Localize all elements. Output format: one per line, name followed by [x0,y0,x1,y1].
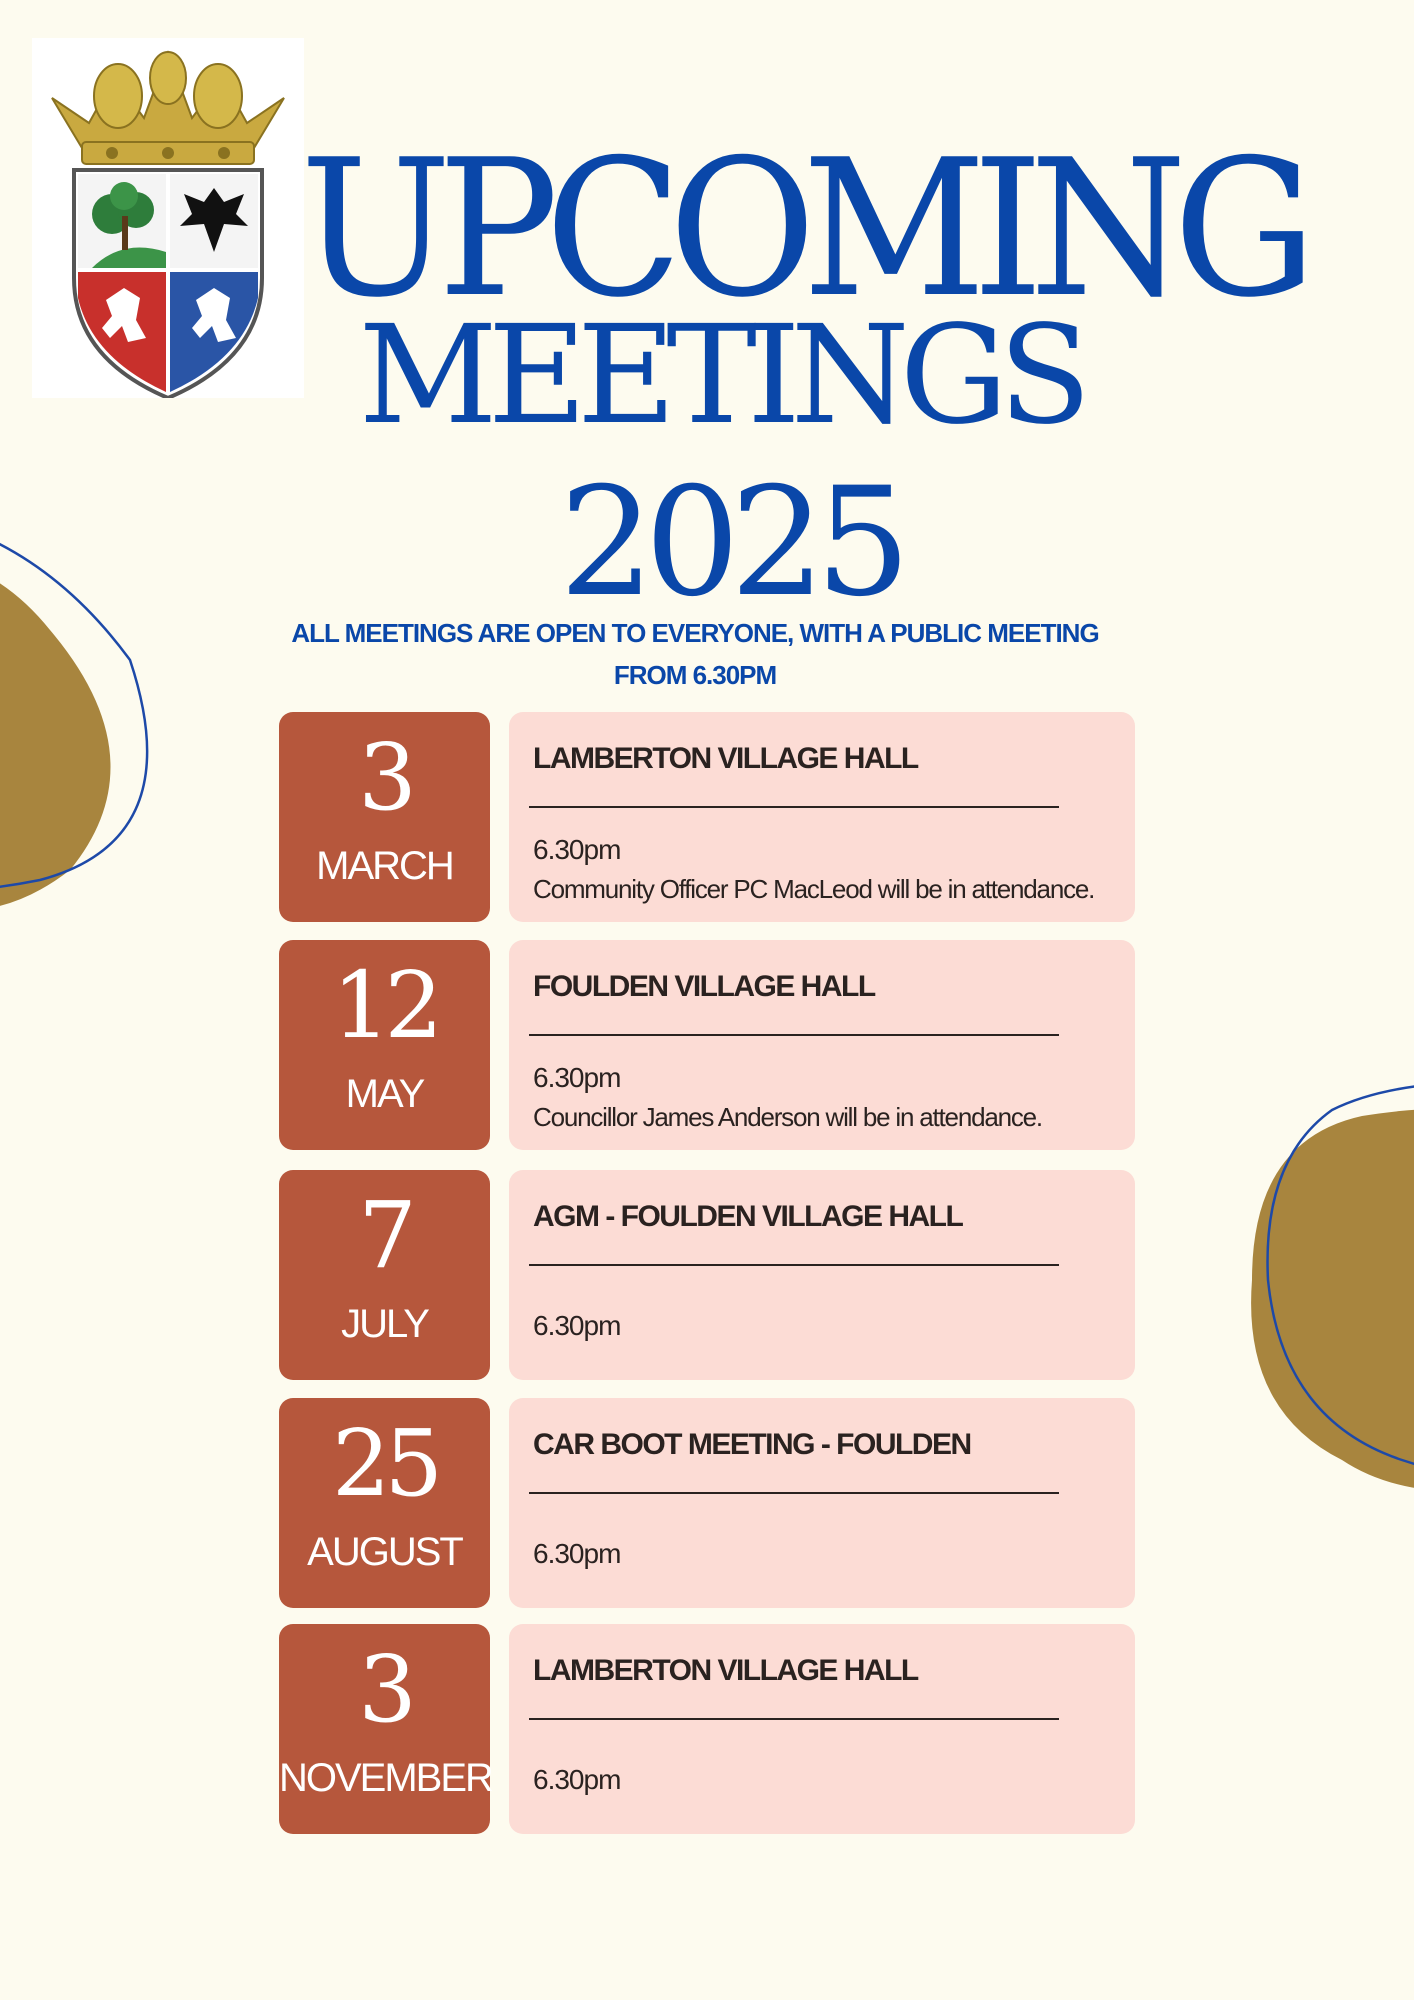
meeting-info [509,712,1135,922]
divider [529,1264,1059,1266]
shield-icon [74,170,262,398]
meeting-time: 6.30pm [533,1310,621,1341]
meeting-item [279,1624,1135,1834]
divider [529,1718,1059,1720]
title-upcoming: UPCOMING [300,119,1303,340]
meeting-venue: FOULDEN VILLAGE HALL [533,970,875,1003]
meeting-venue: CAR BOOT MEETING - FOULDEN [533,1428,971,1461]
coat-of-arms-icon [32,38,304,398]
meeting-item [279,1398,1135,1608]
meeting-month: AUGUST [307,1530,462,1574]
meeting-info [509,1624,1135,1834]
meeting-day: 3 [358,724,411,831]
date-box [279,712,490,922]
meeting-time: 6.30pm [533,1764,621,1795]
divider [529,1492,1059,1494]
meeting-month: JULY [341,1302,428,1346]
meeting-item [279,712,1135,922]
meeting-day: 3 [358,1636,411,1743]
meeting-day: 25 [331,1410,438,1517]
divider [529,1034,1059,1036]
meeting-time: 6.30pm [533,1062,621,1093]
divider [529,806,1059,808]
meeting-month: NOVEMBER [279,1756,492,1800]
subtitle-line-1: ALL MEETINGS ARE OPEN TO EVERYONE, WITH A PUBLIC MEETING [291,618,1099,648]
crown-icon [52,52,284,164]
meeting-item [279,940,1135,1150]
meeting-info [509,940,1135,1150]
meeting-venue: LAMBERTON VILLAGE HALL [533,1654,918,1687]
date-box [279,1398,490,1608]
meeting-note: Councillor James Anderson will be in attendance. [533,1102,1042,1132]
meeting-month: MAY [345,1072,424,1116]
subtitle [270,612,1120,696]
meeting-note: Community Officer PC MacLeod will be in attendance. [533,874,1095,904]
decorative-blob-right [1242,1080,1414,1500]
meeting-time: 6.30pm [533,1538,621,1569]
date-box [279,1624,490,1834]
meeting-info [509,1398,1135,1608]
meeting-venue: AGM - FOULDEN VILLAGE HALL [533,1200,963,1233]
date-box [279,1170,490,1380]
meeting-day: 12 [331,952,438,1059]
meeting-time: 6.30pm [533,834,621,865]
date-box [279,940,490,1150]
meeting-day: 7 [358,1182,411,1289]
title-year: 2025 [559,456,901,630]
decorative-blob-left [0,540,150,920]
crest-logo [32,38,304,398]
subtitle-line-2: FROM 6.30PM [613,660,777,690]
meeting-item [279,1170,1135,1380]
meeting-month: MARCH [316,844,453,888]
meeting-info [509,1170,1135,1380]
title-meetings: MEETINGS [358,297,1082,455]
meeting-venue: LAMBERTON VILLAGE HALL [533,742,918,775]
